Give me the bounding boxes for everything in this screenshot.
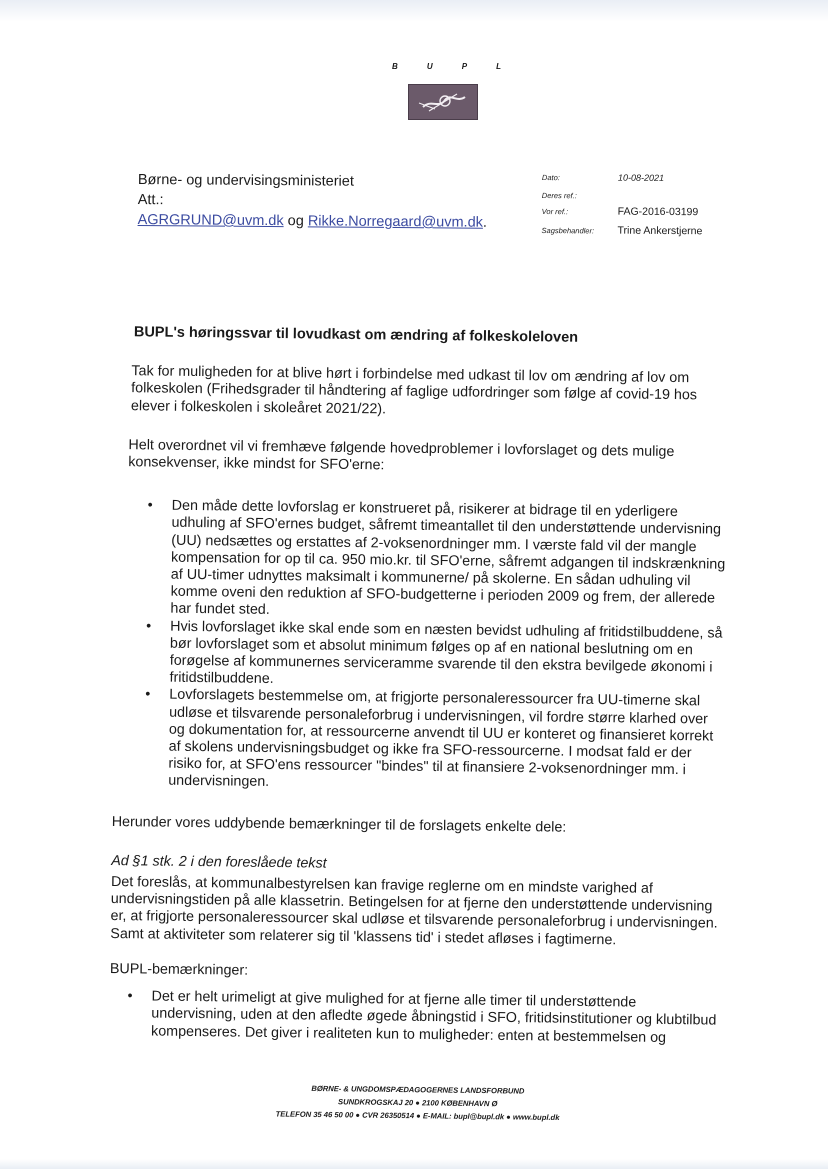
date-label: Dato: — [541, 172, 560, 183]
list-item: • Lovforslagets bestemmelse om, at frigjorte personaleressourcer fra UU-timerne skal udløse et tilsvarende personaleforbrug i undervisningen, vil fordre større klarhed over og dokumentation for, at ressourcerne anvendt til UU er konteret og finansieret korrekt af skolens undervisningsbudget og ikke fra SFO-ressourcerne. I modsat fald er der risiko for, at SFO'ens ressourcer "bindes" til at finansiere 2-voksenordninger mm. i undervisningen. — [144, 687, 725, 797]
footer-address: SUNDKROGSKAJ 20 ● 2100 KØBENHAVN Ø — [338, 1097, 498, 1109]
their-ref-label: Deres ref.: — [541, 190, 577, 201]
logo-emblem — [408, 84, 478, 120]
section-paragraph: Det foreslås, at kommunalbestyrelsen kan fravige reglerne om en mindste varighed af undervisningstiden på alle klassetrin. Betingelsen for at fjerne den understøttende undervisning er, at frigjorte personaleressourcer skal udløse et tilsvarende personaleforbrug i undervisningen. Samt at aktiviteter som relaterer sig til 'klassens tid' i stedet afløses i fagtimerne. — [110, 874, 718, 948]
logo-letter: B — [392, 62, 399, 71]
document-title: BUPL's høringssvar til lovudkast om ændring af folkeskoleloven — [133, 324, 579, 346]
scan-edge-top — [0, 0, 828, 22]
reference-block — [541, 172, 742, 245]
our-ref-label: Vor ref.: — [541, 206, 569, 217]
meta-row-case-officer — [541, 224, 741, 245]
logo-emblem-icon — [409, 85, 477, 119]
letterhead-footer — [238, 1081, 598, 1125]
logo-letter: L — [496, 62, 502, 71]
meta-row-date — [542, 172, 742, 193]
scan-edge-bottom — [0, 1159, 828, 1169]
logo-letter: P — [461, 62, 469, 71]
recipient-emails — [138, 210, 488, 233]
list-item: • Hvis lovforslaget ikke skal ende som en næsten bevidst udhuling af fritidstilbuddene, så bør lovforslaget som et absolut minimum følges op af en national beslutning om en forøgelse af kommunernes serviceramme svarende til den ekstra bevilgede økonomi i fritidstilbuddene. — [145, 618, 726, 694]
case-officer-label: Sagsbehandler: — [541, 225, 595, 236]
meta-row-their-ref — [542, 191, 742, 207]
details-intro: Herunder vores uddybende bemærkninger til de forslagets enkelte dele: — [111, 813, 567, 836]
email-connector: og — [287, 213, 304, 230]
main-problems-list — [144, 498, 728, 798]
email-link-agrgrund[interactable]: AGRGRUND@uvm.dk — [137, 211, 284, 230]
recipient-name: Børne- og undervisingsministeriet — [137, 171, 354, 190]
overview-paragraph: Helt overordnet vil vi fremhæve følgende hovedproblemer i lovforslaget og dets mulige konsekvenser, ikke mindst for SFO'erne: — [128, 436, 675, 474]
attention-label: Att.: — [137, 191, 164, 209]
intro-paragraph: Tak for muligheden for at blive hørt i forbindelse med udkast til lov om ændring af lov om folkeskolen (Frihedsgrader til håndtering af faglige udfordringer som følge af covid-19 hos elever i folkeskolen i skoleåret 2021/22). — [130, 363, 698, 417]
date-value: 10-08-2021 — [617, 172, 665, 183]
logo-letters — [392, 62, 502, 71]
list-item: • Det er helt urimeligt at give mulighed for at fjerne alle timer til understøttende undervisning, uden at den afledte øgede åbningstid i SFO, fritidsinstitutioner og klubtilbud kompenseres. Det giver i realiteten kun to muligheder: enten at bestemmelsen og — [127, 988, 722, 1047]
list-item: • Den måde dette lovforslag er konstrueret på, risikerer at bidrage til en yderligere udhuling af SFO'ernes budget, såfremt timeantallet til den understøttende undervisning (UU) nedsættes og erstattes af 2-voksenordninger mm. I værste fald vil der mangle kompensation for op til ca. 950 mio.kr. til SFO'erne, såfremt adgangen til indskrænkning af UU-timer udnyttes maksimalt i kommunerne/ på skolerne. En sådan udhuling vil komme oveni den reduktion af SFO-budgetterne i perioden 2009 og frem, der allerede har fundet sted. — [146, 498, 727, 626]
our-ref-value: FAG-2016-03199 — [617, 205, 699, 219]
email-link-rikke[interactable]: Rikke.Norregaard@uvm.dk — [307, 213, 484, 231]
email-period: . — [482, 214, 488, 231]
letter-body — [109, 324, 730, 1047]
bupl-remarks-list — [127, 988, 722, 1047]
footer-contact: TELEFON 35 46 50 00 ● CVR 26350514 ● E-MAIL: bupl@bupl.dk ● www.bupl.dk — [275, 1109, 560, 1123]
recipient-block — [138, 170, 488, 233]
footer-org-name: BØRNE- & UNGDOMSPÆDAGOGERNES LANDSFORBUND — [311, 1083, 525, 1096]
meta-row-our-ref — [542, 205, 742, 226]
bupl-remarks-label: BUPL-bemærkninger: — [109, 960, 249, 979]
section-heading: Ad §1 stk. 2 i den foreslåede tekst — [111, 852, 327, 872]
logo-letter: U — [426, 62, 434, 71]
case-officer-value: Trine Ankerstjerne — [617, 224, 703, 238]
